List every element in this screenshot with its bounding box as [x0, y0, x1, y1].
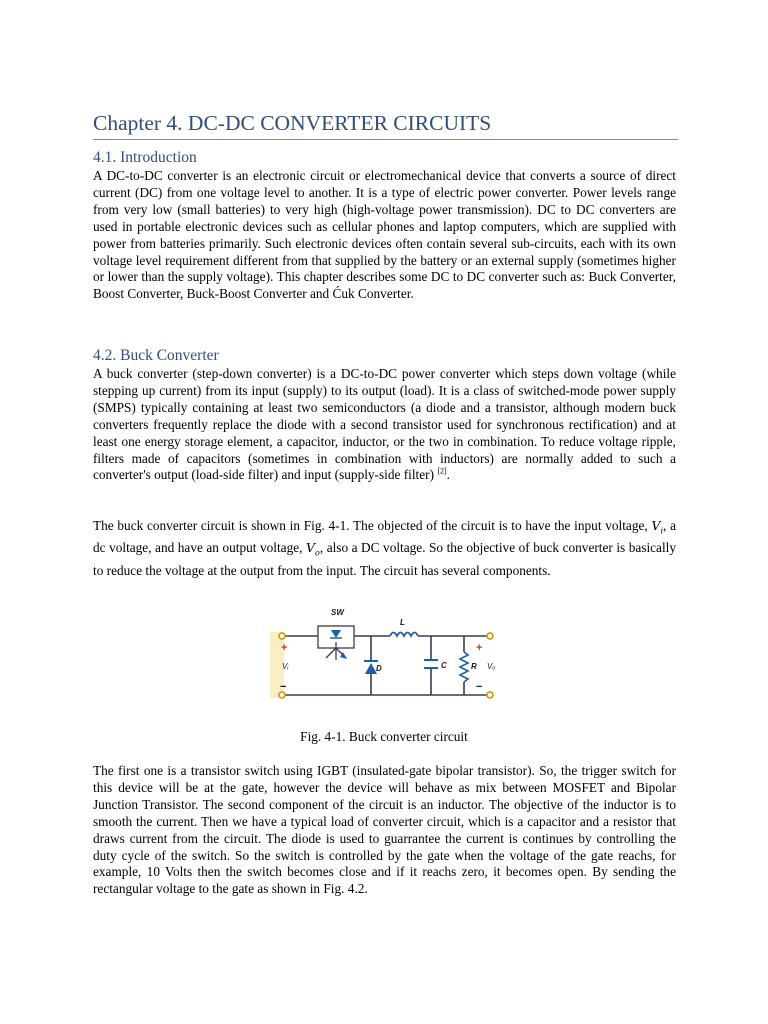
label-sw: SW — [331, 608, 344, 617]
vo-symbol-subscript: o — [315, 548, 320, 558]
buck-converter-circuit-figure — [268, 602, 504, 702]
input-minus-sign: − — [280, 681, 287, 693]
label-r: R — [471, 662, 477, 671]
buck-paragraph-1-text: A buck converter (step-down converter) is a DC-to-DC power converter which steps down voltage (while stepping up current) from its input (supply) to its output (load). It is a class of switched-mode power supply (SMPS) typically containing at least two semiconductors (a diode and a transistor, although modern buck converters frequently replace the diode with a second transistor used for synchronous rectification) and at least one energy storage element, a capacitor, inductor, or the two in combination. To reduce voltage ripple, filters made of capacitors (sometimes in combination with inductors) are normally added to such a converter's output (load-side filter) and input (supply-side filter) — [93, 366, 676, 483]
terminals — [279, 633, 493, 698]
citation-ref: [2] — [437, 467, 447, 477]
vo-symbol — [305, 540, 320, 558]
label-l: L — [400, 618, 405, 627]
introduction-paragraph: A DC-to-DC converter is an electronic circuit or electromechanical device that converts a source of direct current (DC) from one voltage level to another. It is a type of electric power converter. Power levels range from very low (small batteries) to very high (high-voltage power transmission). DC to DC converters are used in portable electronic devices such as cellular phones and laptop computers, which are supplied with power from batteries primarily. Such electronic devices often contain several sub-circuits, each with its own voltage level requirement different from that supplied by the battery or an external supply (sometimes higher or lower than the supply voltage). This chapter describes some DC to DC converter such as: Buck Converter, Boost Converter, Buck-Boost Converter and Ćuk Converter. — [93, 168, 676, 302]
label-d: D — [376, 664, 382, 673]
section-heading-introduction: 4.1. Introduction — [93, 149, 197, 166]
capacitor — [424, 660, 438, 668]
input-plus-sign: + — [281, 642, 288, 654]
buck-paragraph-3: The first one is a transistor switch using IGBT (insulated-gate bipolar transistor). So, the trigger switch for this device will be at the gate, however the device will behave as mix between MOSFET and Bipolar Junction Transistor. The second component of the circuit is an inductor. The objective of the inductor is to smooth the current. Then we have a typical load of converter circuit, which is a capacitor and a resistor that draws current from the circuit. The diode is used to guarrantee the current is continues by controlling the duty cycle of the switch. So the switch is controlled by the gate when the voltage of the gate reachs, for example, 10 Volts then the switch becomes close and if it reachs zero, it becomes open. By sending the rectangular voltage to the gate as shown in Fig. 4.2. — [93, 763, 676, 897]
circuit-diagram — [268, 602, 504, 702]
igbt-switch — [318, 626, 354, 660]
vi-symbol — [651, 518, 664, 536]
buck-paragraph-2 — [93, 518, 676, 580]
section-heading-buck-converter: 4.2. Buck Converter — [93, 347, 219, 364]
vi-symbol-letter: V — [651, 518, 661, 533]
resistor — [460, 652, 468, 682]
output-minus-sign: − — [476, 681, 483, 693]
vo-symbol-letter: V — [305, 540, 316, 556]
output-plus-sign: + — [476, 642, 483, 654]
figure-caption: Fig. 4-1. Buck converter circuit — [300, 729, 468, 744]
buck-paragraph-2-part-a: The buck converter circuit is shown in Fig. 4-1. The objected of the circuit is to have the input voltage, — [93, 518, 648, 533]
buck-paragraph-1-end: . — [446, 467, 450, 483]
label-vi: Vᵢ — [282, 662, 289, 671]
circuit-wires — [282, 636, 490, 695]
chapter-title: Chapter 4. DC-DC CONVERTER CIRCUITS — [93, 111, 492, 135]
inductor-coil — [390, 633, 418, 637]
label-vo: Vₒ — [487, 662, 496, 671]
buck-paragraph-2-part-b: , a dc voltage, and have an output voltage, — [93, 518, 676, 556]
buck-paragraph-1 — [93, 366, 676, 484]
title-rule — [93, 139, 678, 140]
buck-paragraph-2-part-c: , also a DC voltage. So the objective of buck converter is basically to reduce the voltage at the output from the input. The circuit has several components. — [93, 540, 676, 578]
label-c: C — [441, 661, 447, 670]
vi-symbol-subscript: i — [660, 526, 664, 536]
